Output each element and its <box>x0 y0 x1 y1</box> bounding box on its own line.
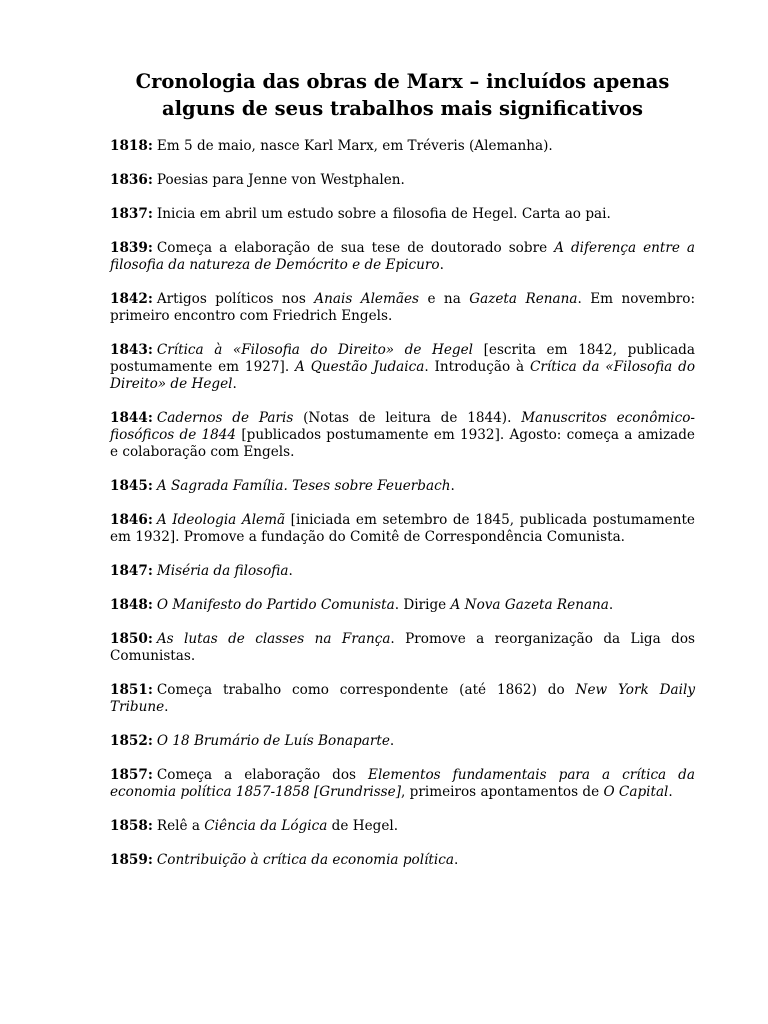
chronology-entry <box>110 631 695 665</box>
entry-year: 1842: <box>110 291 153 307</box>
chronology-entry <box>110 597 695 614</box>
entry-text: . <box>453 852 459 868</box>
work-title: Cadernos de Paris <box>156 410 294 426</box>
work-title: A Ideologia Alemã <box>156 512 286 528</box>
entry-text: . <box>288 563 293 579</box>
work-title: Anais Alemães <box>314 291 419 307</box>
chronology-list <box>110 138 695 869</box>
chronology-entry <box>110 240 695 274</box>
chronology-entry <box>110 733 695 750</box>
entry-text: . <box>232 376 237 392</box>
chronology-entry <box>110 818 695 835</box>
entry-year: 1847: <box>110 563 153 579</box>
chronology-entry <box>110 206 695 223</box>
work-title: Elementos fundamentais para a crítica da economia política 1857-1858 [Grundrisse] <box>110 767 695 800</box>
chronology-entry <box>110 342 695 393</box>
work-title: Crítica da «Filosofia do Direito» de Hegel <box>110 359 696 392</box>
work-title: Manuscritos econômico-fiosóficos de 1844 <box>110 410 696 443</box>
entry-year: 1846: <box>110 512 153 528</box>
entry-year: 1859: <box>110 852 153 868</box>
entry-text: Poesias para Jenne von Westphalen. <box>156 172 405 188</box>
work-title: A diferença entre a filosofia da natureza de Demócrito e de Epicuro <box>110 240 695 273</box>
entry-year: 1851: <box>110 682 153 698</box>
entry-text: Começa trabalho como correspondente (até 1862) do <box>156 682 576 698</box>
entry-year: 1844: <box>110 410 153 426</box>
entry-text: [escrita em 1842, publicada postumamente em 1927]. <box>110 342 695 375</box>
entry-text: . Dirige <box>394 597 451 613</box>
work-title: A Questão Judaica <box>295 359 425 375</box>
chronology-entry <box>110 478 695 495</box>
work-title: A Nova Gazeta Renana <box>450 597 609 613</box>
work-title: O Manifesto do Partido Comunista <box>156 597 395 613</box>
chronology-entry <box>110 563 695 580</box>
chronology-entry <box>110 172 695 189</box>
entry-text: Inicia em abril um estudo sobre a filosofia de Hegel. Carta ao pai. <box>156 206 611 222</box>
work-title: Contribuição à crítica da economia política <box>156 852 454 868</box>
document-page <box>110 68 695 886</box>
work-title: Crítica à «Filosofia do Direito» de Hegel <box>156 342 474 358</box>
work-title: O 18 Brumário de Luís Bonaparte <box>156 733 390 749</box>
chronology-entry <box>110 138 695 155</box>
work-title: New York Daily Tribune <box>110 682 695 715</box>
work-title: Gazeta Renana <box>469 291 578 307</box>
entry-text: , primeiros apontamentos de <box>401 784 604 800</box>
entry-year: 1843: <box>110 342 153 358</box>
entry-text: Relê a <box>156 818 205 834</box>
entry-year: 1839: <box>110 240 153 256</box>
entry-year: 1858: <box>110 818 153 834</box>
entry-text: e na <box>418 291 470 307</box>
work-title: As lutas de classes na França <box>156 631 391 647</box>
entry-text: . <box>389 733 395 749</box>
chronology-entry <box>110 410 695 461</box>
entry-year: 1836: <box>110 172 153 188</box>
entry-text: . <box>439 257 444 273</box>
entry-text: Em 5 de maio, nasce Karl Marx, em Tréveris (Alemanha). <box>156 138 553 154</box>
chronology-entry <box>110 767 695 801</box>
entry-text: . <box>164 699 169 715</box>
work-title: Miséria da filosofia <box>156 563 289 579</box>
entry-text: . Em novembro: primeiro encontro com Friedrich Engels. <box>110 291 696 324</box>
entry-year: 1848: <box>110 597 153 613</box>
entry-text: Começa a elaboração de sua tese de doutorado sobre <box>156 240 555 256</box>
entry-text: . Promove a reorganização da Liga dos Comunistas. <box>110 631 695 664</box>
chronology-entry <box>110 291 695 325</box>
work-title: Ciência da Lógica <box>204 818 328 834</box>
entry-year: 1857: <box>110 767 153 783</box>
entry-text: (Notas de leitura de 1844). <box>293 410 522 426</box>
entry-text: [publicados postumamente em 1932]. Agosto: começa a amizade e colaboração com Engels. <box>110 427 695 460</box>
entry-text: de Hegel. <box>327 818 399 834</box>
entry-text: . <box>608 597 614 613</box>
chronology-entry <box>110 682 695 716</box>
work-title: O Capital <box>603 784 669 800</box>
work-title: A Sagrada Família. Teses sobre Feuerbach <box>156 478 451 494</box>
entry-text: Começa a elaboração dos <box>156 767 369 783</box>
chronology-entry <box>110 512 695 546</box>
entry-text: . <box>450 478 455 494</box>
entry-text: Artigos políticos nos <box>156 291 315 307</box>
entry-year: 1837: <box>110 206 153 222</box>
entry-year: 1850: <box>110 631 153 647</box>
entry-text: . <box>668 784 673 800</box>
chronology-entry <box>110 852 695 869</box>
entry-text: [iniciada em setembro de 1845, publicada postumamente em 1932]. Promove a fundação do Comitê de Correspondência Comunista. <box>110 512 695 545</box>
entry-year: 1818: <box>110 138 153 154</box>
entry-year: 1852: <box>110 733 153 749</box>
entry-year: 1845: <box>110 478 153 494</box>
entry-text: . Introdução à <box>424 359 530 375</box>
document-title: Cronologia das obras de Marx – incluídos apenas alguns de seus trabalhos mais significativos <box>135 70 670 120</box>
